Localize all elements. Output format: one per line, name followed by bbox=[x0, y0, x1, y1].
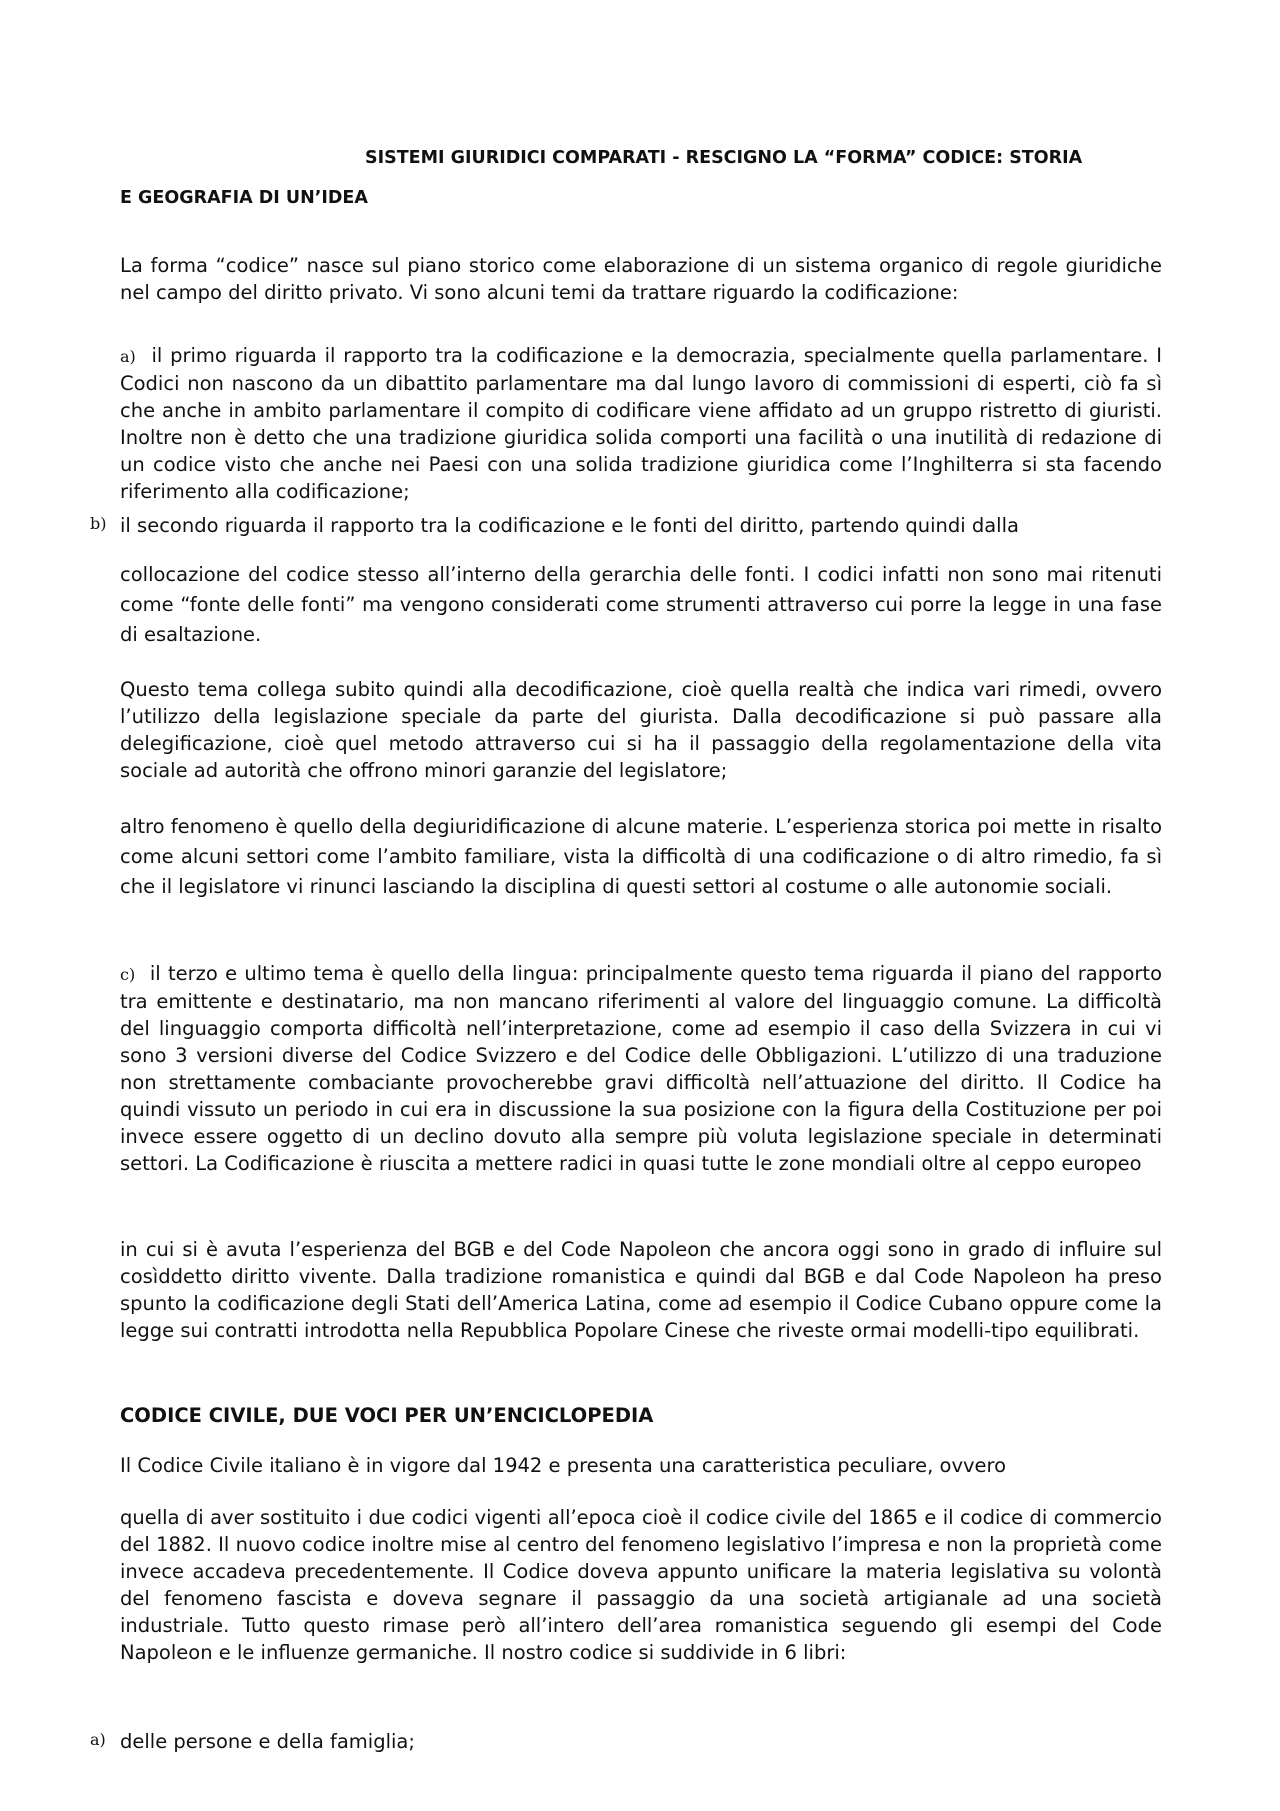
books-list-item-a: delle persone e della famiglia; bbox=[120, 1730, 415, 1753]
document-title-line-1: SISTEMI GIURIDICI COMPARATI - RESCIGNO LA “FORMA” CODICE: STORIA bbox=[365, 148, 1083, 168]
list-item-a-text: il primo riguarda il rapporto tra la codificazione e la democrazia, specialmente quella parlamentare. I Codici non nascono da un dibattito parlamentare ma dal lungo lavoro di commissioni di esperti, ciò fa sì che anche in ambito parlamentare il compito di codificare viene affidato ad un gruppo ristretto di giuristi. Inoltre non è detto che una tradizione giuridica solida comporti una facilità o una inutilità di redazione di un codice visto che anche nei Paesi con una solida tradizione giuridica come l’Inghilterra si sta facendo riferimento alla codificazione; bbox=[120, 344, 1162, 503]
list-marker-c: c) bbox=[120, 965, 136, 984]
document-title-line-2: E GEOGRAFIA DI UN’IDEA bbox=[120, 188, 368, 208]
list-marker-b: b) bbox=[90, 514, 107, 533]
decodificazione-paragraph: Questo tema collega subito quindi alla decodificazione, cioè quella realtà che indica vari rimedi, ovvero l’utilizzo della legislazione speciale da parte del giurista. Dalla decodificazione si può passare alla delegificazione, cioè quel metodo attraverso cui si ha il passaggio della regolamentazione della vita sociale ad autorità che offrono minori garanzie del legislatore; bbox=[120, 678, 1162, 782]
list-item-c-text: il terzo e ultimo tema è quello della lingua: principalmente questo tema riguarda il piano del rapporto tra emittente e destinatario, ma non mancano riferimenti al valore del linguaggio comune. La difficoltà del linguaggio comporta difficoltà nell’interpretazione, come ad esempio il caso della Svizzera in cui vi sono 3 versioni diverse del Codice Svizzero e del Codice delle Obbligazioni. L’utilizzo di una traduzione non strettamente combaciante provocherebbe gravi difficoltà nell’attuazione del diritto. Il Codice ha quindi vissuto un periodo in cui era in discussione la sua posizione con la figura della Costituzione per poi invece essere oggetto di un declino dovuto alla sempre più voluta legislazione speciale in determinati settori. La Codificazione è riuscita a mettere radici in quasi tutte le zone mondiali oltre al ceppo europeo bbox=[120, 962, 1162, 1175]
bgb-paragraph: in cui si è avuta l’esperienza del BGB e del Code Napoleon che ancora oggi sono in grado di influire sul cosìddetto diritto vivente. Dalla tradizione romanistica e quindi dal BGB e dal Code Napoleon ha preso spunto la codificazione degli Stati dell’America Latina, come ad esempio il Codice Cubano oppure come la legge sui contratti introdotta nella Repubblica Popolare Cinese che riveste ormai modelli-tipo equilibrati. bbox=[120, 1238, 1162, 1342]
list-marker-books-a: a) bbox=[90, 1730, 106, 1749]
section-heading-codice-civile: CODICE CIVILE, DUE VOCI PER UN’ENCICLOPEDIA bbox=[120, 1404, 654, 1427]
codice-civile-paragraph: quella di aver sostituito i due codici vigenti all’epoca cioè il codice civile del 1865 e il codice di commercio del 1882. Il nuovo codice inoltre mise al centro del fenomeno legislativo l’impresa e non la proprietà come invece accadeva precedentemente. Il Codice doveva appunto unificare la materia legislativa su volontà del fenomeno fascista e doveva segnare il passaggio da una società artigianale ad una società industriale. Tutto questo rimase però all’intero dell’area romanistica seguendo gli esempi del Code Napoleon e le influenze germaniche. Il nostro codice si suddivide in 6 libri: bbox=[120, 1506, 1162, 1664]
degiuridificazione-paragraph: altro fenomeno è quello della degiuridificazione di alcune materie. L’esperienza storica poi mette in risalto come alcuni settori come l’ambito familiare, vista la difficoltà di una codificazione o di altro rimedio, fa sì che il legislatore vi rinunci lasciando la disciplina di questi settori al costume o alle autonomie sociali. bbox=[120, 815, 1162, 898]
list-item-a bbox=[120, 342, 1162, 505]
intro-paragraph: La forma “codice” nasce sul piano storico come elaborazione di un sistema organico di regole giuridiche nel campo del diritto privato. Vi sono alcuni temi da trattare riguardo la codificazione: bbox=[120, 254, 1162, 304]
list-item-c bbox=[120, 960, 1162, 1177]
list-item-b-continuation: collocazione del codice stesso all’interno della gerarchia delle fonti. I codici infatti non sono mai ritenuti come “fonte delle fonti” ma vengono considerati come strumenti attraverso cui porre la legge in una fase di esaltazione. bbox=[120, 563, 1162, 646]
list-marker-a: a) bbox=[120, 347, 136, 366]
list-item-b-text: il secondo riguarda il rapporto tra la codificazione e le fonti del diritto, partendo quindi dalla bbox=[120, 514, 1019, 537]
codice-civile-intro-paragraph: Il Codice Civile italiano è in vigore dal 1942 e presenta una caratteristica peculiare, ovvero bbox=[120, 1454, 1007, 1477]
